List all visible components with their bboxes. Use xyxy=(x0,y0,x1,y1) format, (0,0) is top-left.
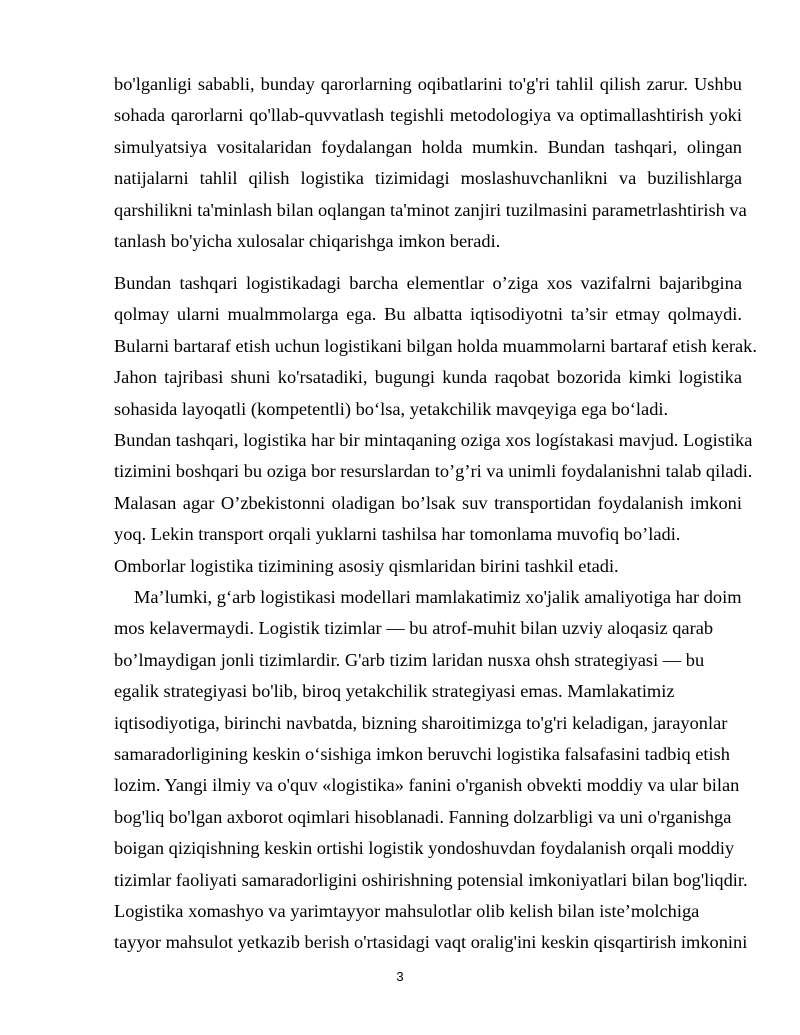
text-line: Bundan tashqari logistikadagi barcha elementlar o’ziga xos vazifalrni bajaribgina xyxy=(114,273,742,293)
text-line: sohasida layoqatli (kompetentli) bo‘lsa, yetakchilik mavqeyiga ega bo‘ladi. xyxy=(114,398,669,419)
text-line: sohada qarorlarni qo'llab-quvvatlash tegishli metodologiya va optimallashtirish yoki xyxy=(114,105,742,126)
text-line: mos kelavermaydi. Logistik tizimlar — bu atrof-muhit bilan uzviy aloqasiz qarab xyxy=(114,618,714,639)
text-line: tizimlar faoliyati samaradorligini oshirishning potensial imkoniyatlari bilan bog'liqdir. xyxy=(114,869,748,890)
text-line: boigan qiziqishning keskin ortishi logistik yondoshuvdan foydalanish orqali moddiy xyxy=(114,838,735,859)
text-line: Bundan tashqari, logistika har bir mintaqaning oziga xos logístakasi mavjud. Logistika xyxy=(114,430,753,451)
text-line: bo’lmaydigan jonli tizimlardir. G'arb tizim laridan nusxa ohsh strategiyasi — bu xyxy=(114,649,705,670)
text-line: natijalarni tahlil qilish logistika tizimidagi moslashuvchanlikni va buzilishlarga xyxy=(114,168,742,189)
text-line: Ma’lumki, g‘arb logistikasi modellari mamlakatimiz xo'jalik amaliyotiga har doim xyxy=(134,587,742,607)
text-line: Logistika xomashyo va yarimtayyor mahsulotlar olib kelish bilan iste’molchiga xyxy=(114,901,700,922)
text-line: iqtisodiyotiga, birinchi navbatda, bizning sharoitimizga to'g'ri keladigan, jarayonlar xyxy=(114,712,728,733)
text-line: yoq. Lekin transport orqali yuklarni tashilsa har tomonlama muvofiq bo’ladi. xyxy=(114,524,681,545)
text-line: Omborlar logistika tizimining asosiy qismlaridan birini tashkil etadi. xyxy=(114,555,619,576)
text-line: Malasan agar O’zbekistonni oladigan bo’lsak suv transportidan foydalanish imkoni xyxy=(114,492,742,513)
text-line: egalik strategiyasi bo'lib, biroq yetakchilik strategiyasi emas. Mamlakatimiz xyxy=(114,681,675,702)
text-line: bog'liq bo'lgan axborot oqimlari hisoblanadi. Fanning dolzarbligi va uni o'rganishga xyxy=(114,806,732,827)
text-line: tizimini boshqari bu oziga bor resurslardan to’g’ri va unimli foydalanishni talab qiladi. xyxy=(114,461,753,482)
text-line: Bularni bartaraf etish uchun logistikani bilgan holda muammolarni bartaraf etish kerak. xyxy=(114,335,757,356)
paragraph-1 xyxy=(114,69,747,257)
paragraph-2 xyxy=(114,268,757,582)
text-line: bo'lganligi sababli, bunday qarorlarning oqibatlarini to'g'ri tahlil qilish zarur. Ushbu xyxy=(114,74,742,94)
text-line: qarshilikni ta'minlash bilan oqlangan ta'minot zanjiri tuzilmasini parametrlashtirish va xyxy=(114,199,747,220)
text-line: samaradorligining keskin o‘sishiga imkon beruvchi logistika falsafasini tadbiq etish xyxy=(114,744,730,765)
paragraph-3 xyxy=(114,582,748,959)
text-line: lozim. Yangi ilmiy va o'quv «logistika» fanini o'rganish obvekti moddiy va ular bilan xyxy=(114,775,740,796)
page-number: 3 xyxy=(396,969,404,984)
text-line: qolmay ularni mualmmolarga ega. Bu albatta iqtisodiyotni ta’sir etmay qolmaydi. xyxy=(114,304,742,325)
text-line: tanlash bo'yicha xulosalar chiqarishga imkon beradi. xyxy=(114,231,501,252)
text-line: simulyatsiya vositalaridan foydalangan holda mumkin. Bundan tashqari, olingan xyxy=(114,136,742,157)
text-line: Jahon tajribasi shuni ko'rsatadiki, bugungi kunda raqobat bozorida kimki logistika xyxy=(114,367,742,388)
text-line: tayyor mahsulot yetkazib berish o'rtasidagi vaqt oralig'ini keskin qisqartirish imkonini xyxy=(114,932,748,953)
